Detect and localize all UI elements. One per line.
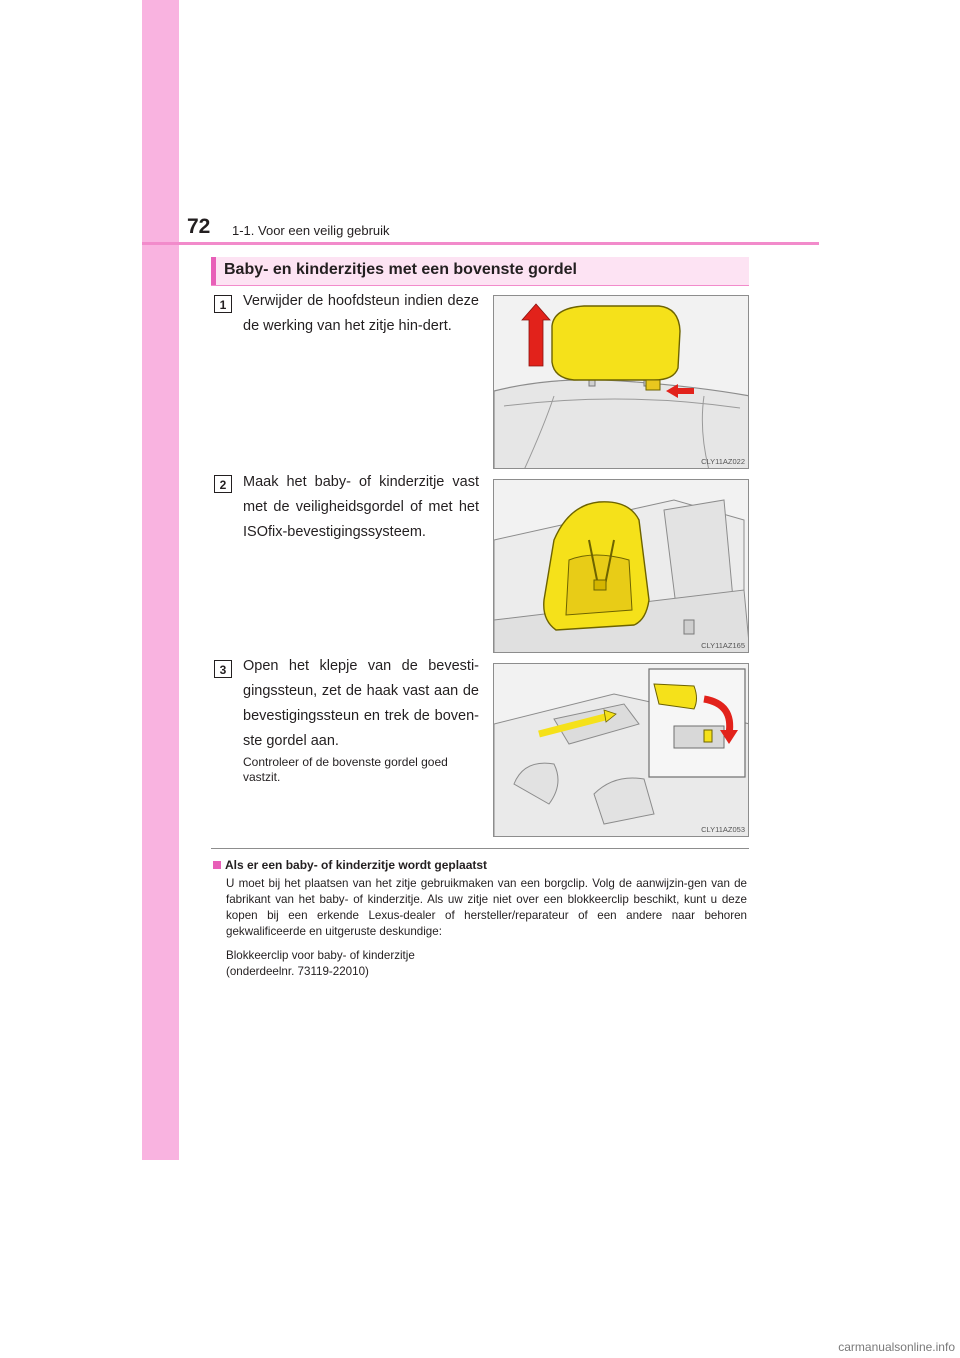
page-number: 72 xyxy=(187,215,211,238)
section-label: 1-1. Voor een veilig gebruik xyxy=(232,223,390,238)
square-bullet-icon xyxy=(213,861,221,869)
section-title: Baby- en kinderzitjes met een bovenste gordel xyxy=(224,261,577,278)
step-2-image-code: CLY11AZ165 xyxy=(701,641,745,650)
step-3-note: Controleer of de bovenste gordel goed vastzit. xyxy=(243,755,448,784)
headrest-illustration xyxy=(494,296,749,469)
step-1-text: Verwijder de hoofdsteun indien deze de werking van het zitje hin-dert. xyxy=(243,293,479,334)
child-seat-illustration xyxy=(494,480,749,653)
part-number: (onderdeelnr. 73119-22010) xyxy=(226,965,369,978)
step-3-image-code: CLY11AZ053 xyxy=(701,825,745,834)
section-title-bar xyxy=(211,257,749,286)
watermark: carmanualsonline.info xyxy=(838,1340,955,1354)
step-3-text: Open het klepje van de bevesti-gingssteun, zet de haak vast aan de bevestigingssteun en trek de boven-ste gordel aan. xyxy=(243,658,479,749)
info-body: U moet bij het plaatsen van het zitje gebruikmaken van een borgclip. Volg de aanwijzin-gen van de fabrikant van het baby- of kinderzitje. Als uw zitje niet over een blokkeerclip beschikt, kunt u deze kopen bij een erkende Lexus-dealer of hersteller/reparateur of een andere naar behoren gekwalificeerde en uitgeruste deskundige: xyxy=(226,877,747,938)
section-end-rule xyxy=(211,848,749,849)
section-accent xyxy=(211,257,216,285)
step-1-illustration xyxy=(493,295,749,469)
chapter-sidebar xyxy=(142,0,179,1160)
step-2-illustration xyxy=(493,479,749,653)
step-3-number: 3 xyxy=(214,660,232,678)
tether-anchor-illustration xyxy=(494,664,749,837)
info-heading-text: Als er een baby- of kinderzitje wordt geplaatst xyxy=(225,858,488,872)
info-heading xyxy=(213,858,487,872)
step-1-number: 1 xyxy=(214,295,232,313)
step-2-text: Maak het baby- of kinderzitje vast met de veiligheidsgordel of met het ISOfix-bevestigingssysteem. xyxy=(243,474,479,540)
step-1-image-code: CLY11AZ022 xyxy=(701,457,745,466)
step-2-number: 2 xyxy=(214,475,232,493)
step-3-illustration xyxy=(493,663,749,837)
part-name: Blokkeerclip voor baby- of kinderzitje xyxy=(226,949,415,962)
header-rule xyxy=(142,242,819,245)
